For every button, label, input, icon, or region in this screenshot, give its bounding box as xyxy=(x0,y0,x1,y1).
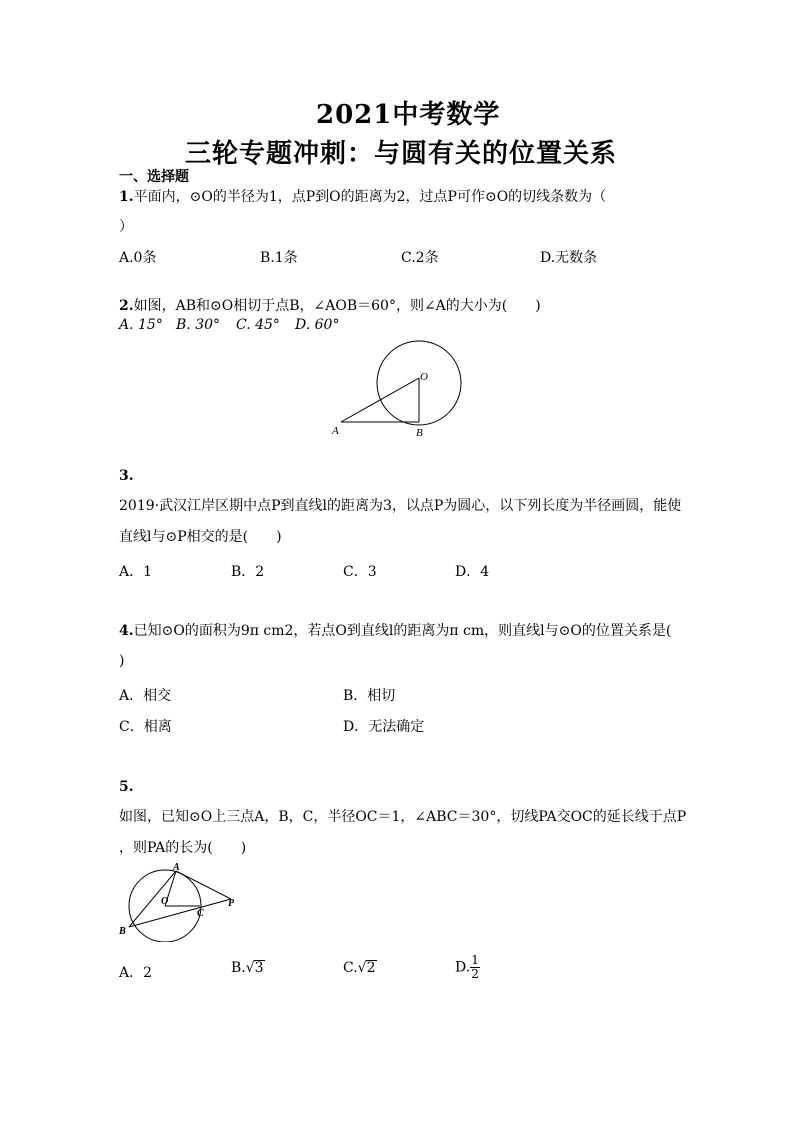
question-3-line-2: 直线l与⊙P相交的是( ) xyxy=(119,529,282,545)
question-1 xyxy=(119,188,606,206)
question-text: 如图，AB和⊙O相切于点B，∠AOB＝60°，则∠A的大小为( ) xyxy=(133,298,541,314)
q3-option-a: A．1 xyxy=(119,564,153,580)
q1-option-d: D.无数条 xyxy=(540,250,598,266)
option-prefix: C. xyxy=(343,960,358,976)
q1-option-c: C.2条 xyxy=(401,250,439,266)
label-c: C xyxy=(197,908,204,919)
q3-option-b: B．2 xyxy=(231,564,265,580)
segment-bp xyxy=(129,899,231,927)
question-number: 1. xyxy=(119,189,134,205)
radicand: 3 xyxy=(254,960,264,976)
question-text: 平面内，⊙O的半径为1，点P到O的距离为2，过点P可作⊙O的切线条数为（ xyxy=(133,189,607,205)
question-1-end: ） xyxy=(119,219,133,235)
question-5-number: 5. xyxy=(119,779,134,795)
q4-option-b: B．相切 xyxy=(343,688,396,704)
section-heading: 一、选择题 xyxy=(119,169,189,185)
label-b: B xyxy=(416,427,423,439)
fraction xyxy=(470,954,480,981)
q2-option-a: A. 15° xyxy=(119,317,163,333)
q2-figure xyxy=(330,338,470,443)
q2-option-d: D. 60° xyxy=(295,317,340,333)
title-line-1: 2021中考数学 xyxy=(316,100,501,130)
q4-option-d: D．无法确定 xyxy=(343,719,425,735)
label-o: O xyxy=(420,371,428,383)
q5-figure xyxy=(115,860,245,942)
question-5-line-1: 如图，已知⊙O上三点A，B，C，半径OC＝1，∠ABC＝30°，切线PA交OC的延长线于点P xyxy=(119,809,687,825)
option-prefix: B. xyxy=(231,960,246,976)
q5-option-b xyxy=(231,960,265,976)
segment-ao xyxy=(341,378,419,422)
q2-option-b: B. 30° xyxy=(176,317,221,333)
question-3-line-1: 2019·武汉江岸区期中点P到直线l的距离为3，以点P为圆心，以下列长度为半径画圆，能使 xyxy=(119,498,682,514)
label-b: B xyxy=(119,926,126,937)
label-o: O xyxy=(161,896,169,907)
question-2 xyxy=(119,297,541,315)
label-a: A xyxy=(173,862,180,873)
question-number: 2. xyxy=(119,298,134,314)
q4-option-c: C．相离 xyxy=(119,719,172,735)
q5-option-c xyxy=(343,960,377,976)
q3-option-c: C．3 xyxy=(343,564,377,580)
q1-option-b: B.1条 xyxy=(260,250,298,266)
question-3-number: 3. xyxy=(119,468,134,484)
question-4 xyxy=(119,622,671,640)
sqrt-sign: √ xyxy=(357,960,367,976)
radicand: 2 xyxy=(366,960,376,976)
denominator: 2 xyxy=(471,967,479,981)
label-p: P xyxy=(228,898,235,909)
question-5-line-2: ，则PA的长为( ) xyxy=(119,840,247,856)
q4-option-a: A．相交 xyxy=(119,688,172,704)
segment-pa xyxy=(176,871,231,899)
title-line-2: 三轮专题冲刺：与圆有关的位置关系 xyxy=(185,139,618,169)
numerator: 1 xyxy=(471,953,479,967)
q2-option-c: C. 45° xyxy=(236,317,280,333)
q5-option-a: A．2 xyxy=(119,965,153,981)
label-a: A xyxy=(332,425,339,437)
q3-option-d: D．4 xyxy=(455,564,490,580)
q5-option-d xyxy=(455,954,480,981)
question-4-end: ) xyxy=(119,653,125,669)
q1-option-a: A.0条 xyxy=(119,250,157,266)
segment-ba xyxy=(129,871,176,927)
question-number: 4. xyxy=(119,623,134,639)
option-prefix: D. xyxy=(455,959,471,976)
sqrt-sign: √ xyxy=(245,960,255,976)
question-text: 已知⊙O的面积为9π cm2，若点O到直线l的距离为π cm，则直线l与⊙O的位置关系是( xyxy=(133,623,672,639)
